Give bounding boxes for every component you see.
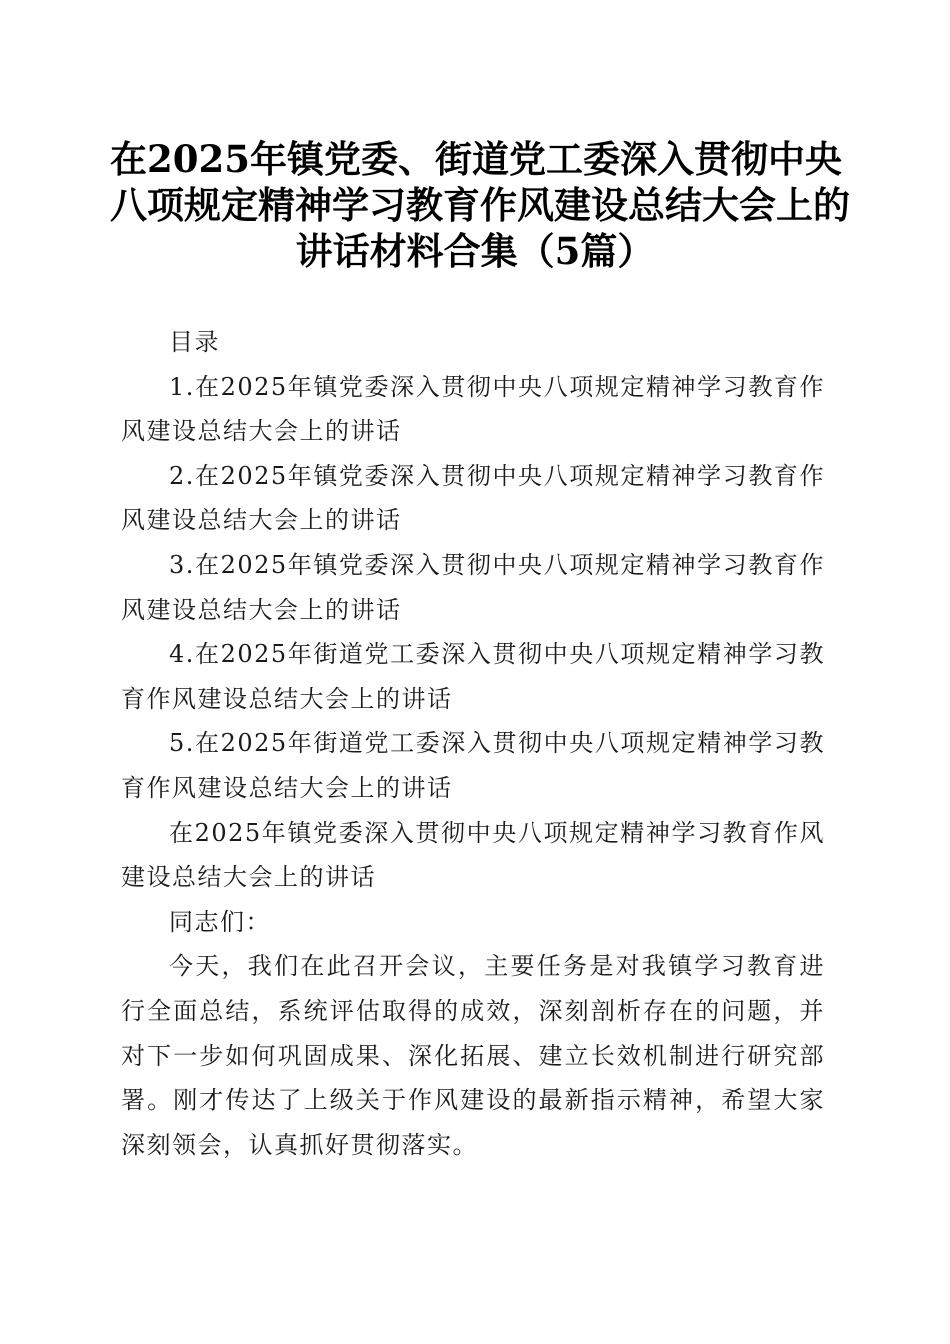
- salutation: 同志们：: [169, 907, 271, 936]
- speech-title: 在2025年镇党委深入贯彻中央八项规定精神学习教育作风建设总结大会上的讲话: [121, 818, 825, 892]
- toc-item-4: 4.在2025年街道党工委深入贯彻中央八项规定精神学习教育作风建设总结大会上的讲话: [121, 640, 825, 713]
- toc-item-2: 2.在2025年镇党委深入贯彻中央八项规定精神学习教育作风建设总结大会上的讲话: [121, 461, 825, 535]
- document-body: [121, 320, 825, 1167]
- title-line-3: 讲话材料合集（5篇）: [295, 229, 655, 273]
- title-line-2: 八项规定精神学习教育作风建设总结大会上的: [110, 183, 850, 227]
- opening-paragraph: 今天，我们在此召开会议，主要任务是对我镇学习教育进行全面总结，系统评估取得的成效，深刻剖析存在的问题，并对下一步如何巩固成果、深化拓展、建立长效机制进行研究部署。刚才传达了上级关于作风建设的最新指示精神，希望大家深刻领会，认真抓好贯彻落实。: [121, 952, 825, 1159]
- toc-item-5: 5.在2025年街道党工委深入贯彻中央八项规定精神学习教育作风建设总结大会上的讲话: [121, 729, 825, 802]
- toc-heading: 目录: [169, 328, 220, 356]
- toc-item-3: 3.在2025年镇党委深入贯彻中央八项规定精神学习教育作风建设总结大会上的讲话: [121, 550, 825, 624]
- title-line-1: 在2025年镇党委、街道党工委深入贯彻中央: [110, 137, 842, 181]
- document-title: [110, 136, 850, 274]
- toc-item-1: 1.在2025年镇党委深入贯彻中央八项规定精神学习教育作风建设总结大会上的讲话: [121, 372, 825, 446]
